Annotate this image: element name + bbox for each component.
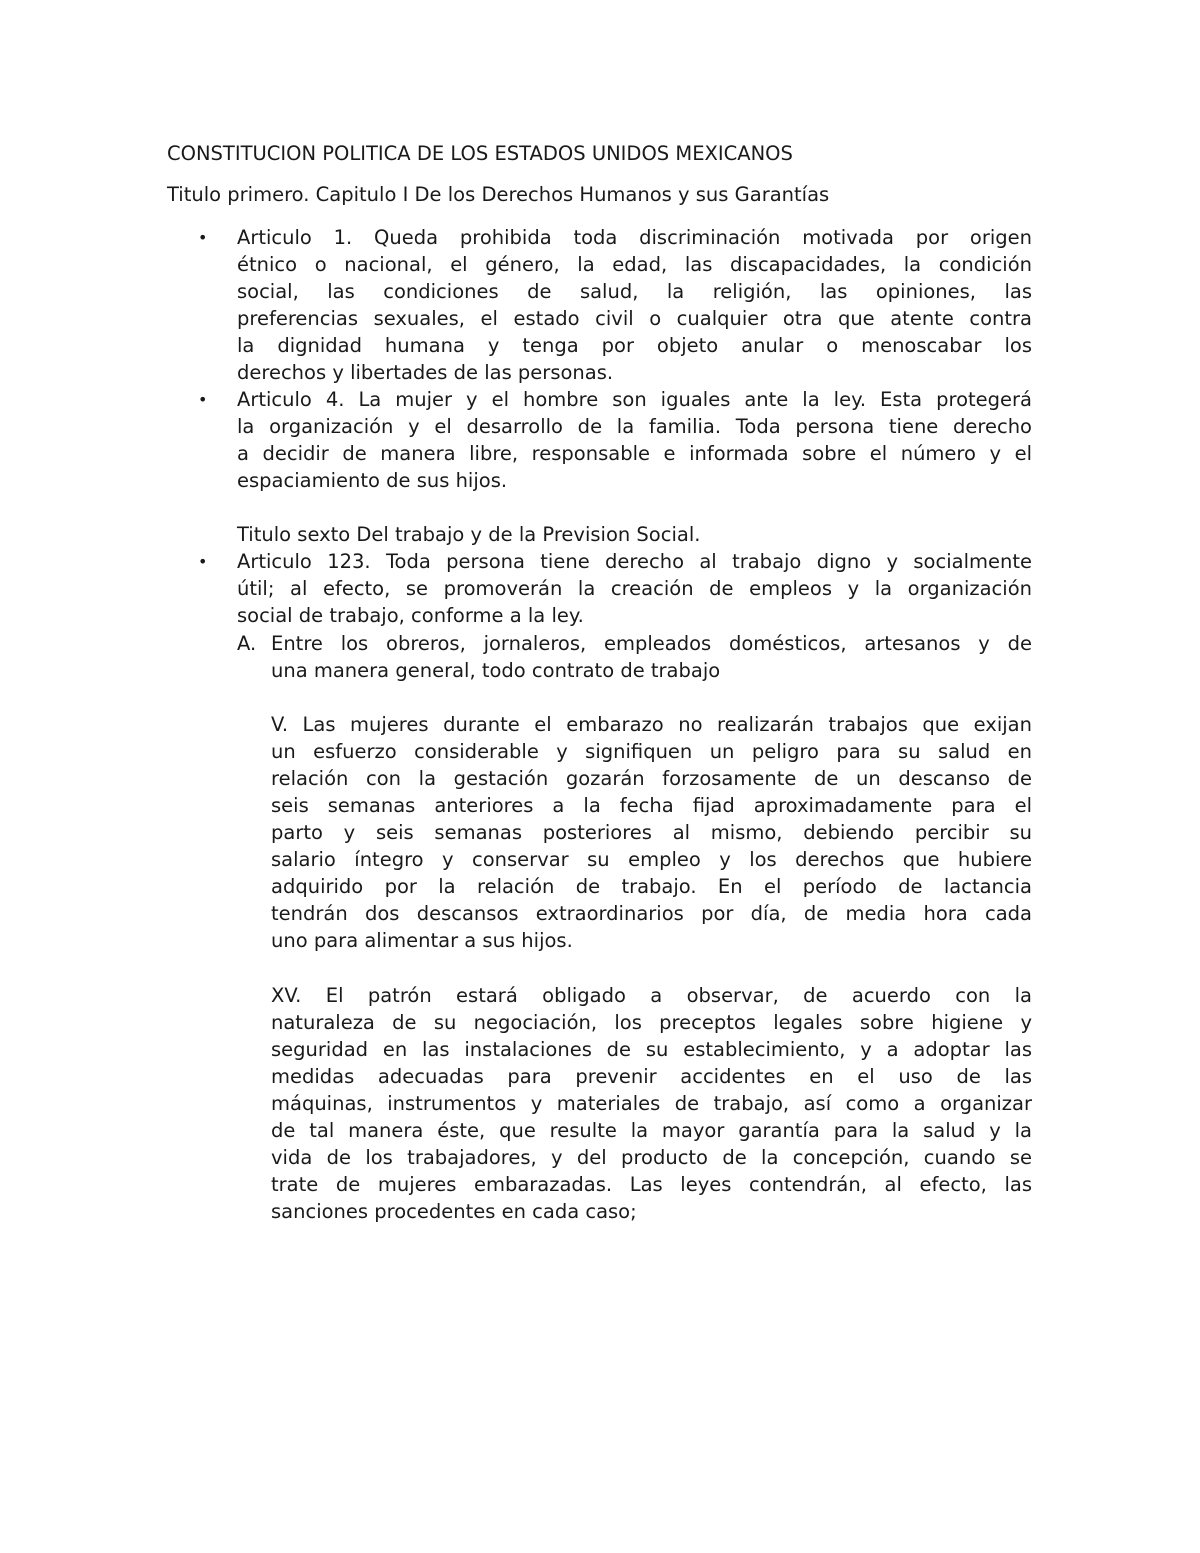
title-six-heading [237,521,1032,548]
article-1-line: la dignidad humana y tenga por objeto anular o menoscabar los [237,334,1032,357]
article-4-line: a decidir de manera libre, responsable e informada sobre el número y el [237,442,1032,465]
article-4-line: Articulo 4. La mujer y el hombre son iguales ante la ley. Esta protegerá [237,388,1032,411]
article-1-line: Articulo 1. Queda prohibida toda discriminación motivada por origen [237,226,1032,249]
article-4 [237,386,1032,494]
fraction-v-line: relación con la gestación gozarán forzosamente de un descanso de [271,767,1032,790]
bullet-icon: • [198,228,208,247]
fraction-xv-line: trate de mujeres embarazadas. Las leyes contendrán, al efecto, las [271,1173,1032,1196]
fraction-v-line: seis semanas anteriores a la fecha fijad aproximadamente para el [271,794,1032,817]
fraction-xv [271,982,1032,1225]
fraction-v-line: uno para alimentar a sus hijos. [271,929,573,952]
section-a-line: una manera general, todo contrato de trabajo [271,659,721,682]
article-4-line: espaciamiento de sus hijos. [237,469,508,492]
fraction-v-line: parto y seis semanas posteriores al mismo, debiendo percibir su [271,821,1032,844]
bullet-icon: • [198,390,208,409]
article-123 [237,548,1032,629]
fraction-xv-line: de tal manera éste, que resulte la mayor garantía para la salud y la [271,1119,1032,1142]
fraction-xv-line: sanciones procedentes en cada caso; [271,1200,637,1223]
chapter-heading: Titulo primero. Capitulo I De los Derechos Humanos y sus Garantías [167,183,830,206]
fraction-xv-line: XV. El patrón estará obligado a observar, de acuerdo con la [271,984,1032,1007]
article-1 [237,224,1032,386]
article-123-line: social de trabajo, conforme a la ley. [237,604,584,627]
article-1-line: social, las condiciones de salud, la religión, las opiniones, las [237,280,1032,303]
fraction-v-line: un esfuerzo considerable y signifiquen un peligro para su salud en [271,740,1032,763]
article-4-line: la organización y el desarrollo de la familia. Toda persona tiene derecho [237,415,1032,438]
fraction-xv-line: naturaleza de su negociación, los preceptos legales sobre higiene y [271,1011,1032,1034]
document-title: CONSTITUCION POLITICA DE LOS ESTADOS UNIDOS MEXICANOS [167,142,793,165]
fraction-v-line: V. Las mujeres durante el embarazo no realizarán trabajos que exijan [271,713,1032,736]
fraction-v-line: tendrán dos descansos extraordinarios por día, de media hora cada [271,902,1032,925]
fraction-v [271,711,1032,954]
article-1-line: étnico o nacional, el género, la edad, las discapacidades, la condición [237,253,1032,276]
article-123-line: Articulo 123. Toda persona tiene derecho al trabajo digno y socialmente [237,550,1032,573]
fraction-v-line: adquirido por la relación de trabajo. En el período de lactancia [271,875,1032,898]
article-1-line: preferencias sexuales, el estado civil o cualquier otra que atente contra [237,307,1032,330]
fraction-v-line: salario íntegro y conservar su empleo y los derechos que hubiere [271,848,1032,871]
section-a-line: Entre los obreros, jornaleros, empleados domésticos, artesanos y de [271,632,1032,655]
fraction-xv-line: máquinas, instrumentos y materiales de trabajo, así como a organizar [271,1092,1032,1115]
article-1-line: derechos y libertades de las personas. [237,361,614,384]
title-six-text: Titulo sexto Del trabajo y de la Prevision Social. [237,523,701,546]
article-123-line: útil; al efecto, se promoverán la creación de empleos y la organización [237,577,1032,600]
bullet-icon: • [198,552,208,571]
fraction-xv-line: medidas adecuadas para prevenir accidentes en el uso de las [271,1065,1032,1088]
section-a-marker: A. [237,632,257,655]
fraction-xv-line: seguridad en las instalaciones de su establecimiento, y a adoptar las [271,1038,1032,1061]
fraction-xv-line: vida de los trabajadores, y del producto de la concepción, cuando se [271,1146,1032,1169]
section-a [271,630,1032,684]
